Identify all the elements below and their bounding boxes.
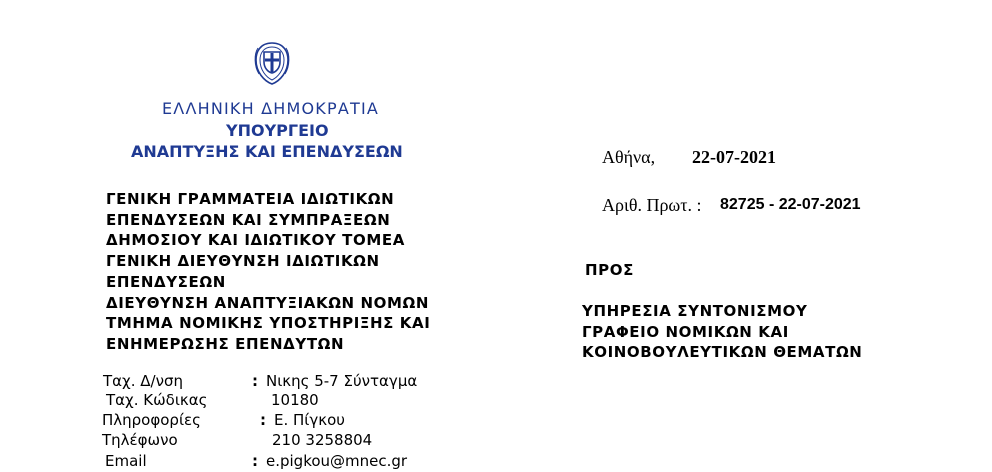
ministry-title-line1: ΥΠΟΥΡΓΕΙΟ (226, 121, 329, 140)
email-value: e.pigkou@mnec.gr (266, 452, 408, 470)
department-line: ΔΙΕΥΘΥΝΣΗ ΑΝΑΠΤΥΞΙΑΚΩΝ ΝΟΜΩΝ (106, 293, 430, 312)
document-date: 22-07-2021 (692, 147, 776, 167)
postal-code-value: 10180 (271, 391, 319, 409)
department-block (106, 189, 430, 355)
department-line: ΓΕΝΙΚΗ ΓΡΑΜΜΑΤΕΙΑ ΙΔΙΩΤΙΚΩΝ (106, 190, 395, 208)
to-label: ΠΡΟΣ (585, 261, 634, 279)
postal-code-label: Ταχ. Κώδικας (106, 391, 208, 409)
ministry-title-line2: ΑΝΑΠΤΥΞΗΣ ΚΑΙ ΕΠΕΝΔΥΣΕΩΝ (131, 142, 403, 161)
address-value: Νικης 5-7 Σύνταγμα (266, 372, 418, 390)
department-line: ΕΝΗΜΕΡΩΣΗΣ ΕΠΕΝΔΥΤΩΝ (106, 334, 345, 353)
city-label: Αθήνα, (602, 147, 656, 167)
recipient-line: ΚΟΙΝΟΒΟΥΛΕΥΤΙΚΩΝ ΘΕΜΑΤΩΝ (582, 343, 863, 361)
protocol-label: Αριθ. Πρωτ. : (602, 195, 702, 215)
phone-value: 210 3258804 (272, 431, 373, 449)
information-label: Πληροφορίες (102, 411, 201, 429)
recipient-line: ΓΡΑΦΕΙΟ ΝΟΜΙΚΩΝ ΚΑΙ (582, 322, 789, 341)
address-colon: : (252, 372, 258, 390)
department-line: ΕΠΕΝΔΥΣΕΩΝ (106, 272, 226, 291)
email-colon: : (252, 452, 258, 470)
recipient-block (582, 301, 862, 363)
address-label: Ταχ. Δ/νση (103, 372, 183, 390)
information-value: Ε. Πίγκου (274, 411, 345, 429)
department-line: ΔΗΜΟΣΙΟΥ ΚΑΙ ΙΔΙΩΤΙΚΟΥ ΤΟΜΕΑ (106, 231, 405, 250)
department-line: ΓΕΝΙΚΗ ΔΙΕΥΘΥΝΣΗ ΙΔΙΩΤΙΚΩΝ (106, 252, 380, 271)
republic-title: ΕΛΛΗΝΙΚΗ ΔΗΜΟΚΡΑΤΙΑ (162, 99, 380, 118)
recipient-line: ΥΠΗΡΕΣΙΑ ΣΥΝΤΟΝΙΣΜΟΥ (582, 302, 808, 320)
phone-label: Τηλέφωνο (102, 431, 178, 449)
greek-coat-of-arms-icon (250, 38, 294, 88)
email-label: Email (105, 452, 147, 470)
department-line: ΕΠΕΝΔΥΣΕΩΝ ΚΑΙ ΣΥΜΠΡΑΞΕΩΝ (106, 210, 391, 229)
department-line: ΤΜΗΜΑ ΝΟΜΙΚΗΣ ΥΠΟΣΤΗΡΙΞΗΣ ΚΑΙ (106, 314, 431, 333)
protocol-number: 82725 - 22-07-2021 (720, 196, 861, 213)
information-colon: : (260, 411, 266, 429)
